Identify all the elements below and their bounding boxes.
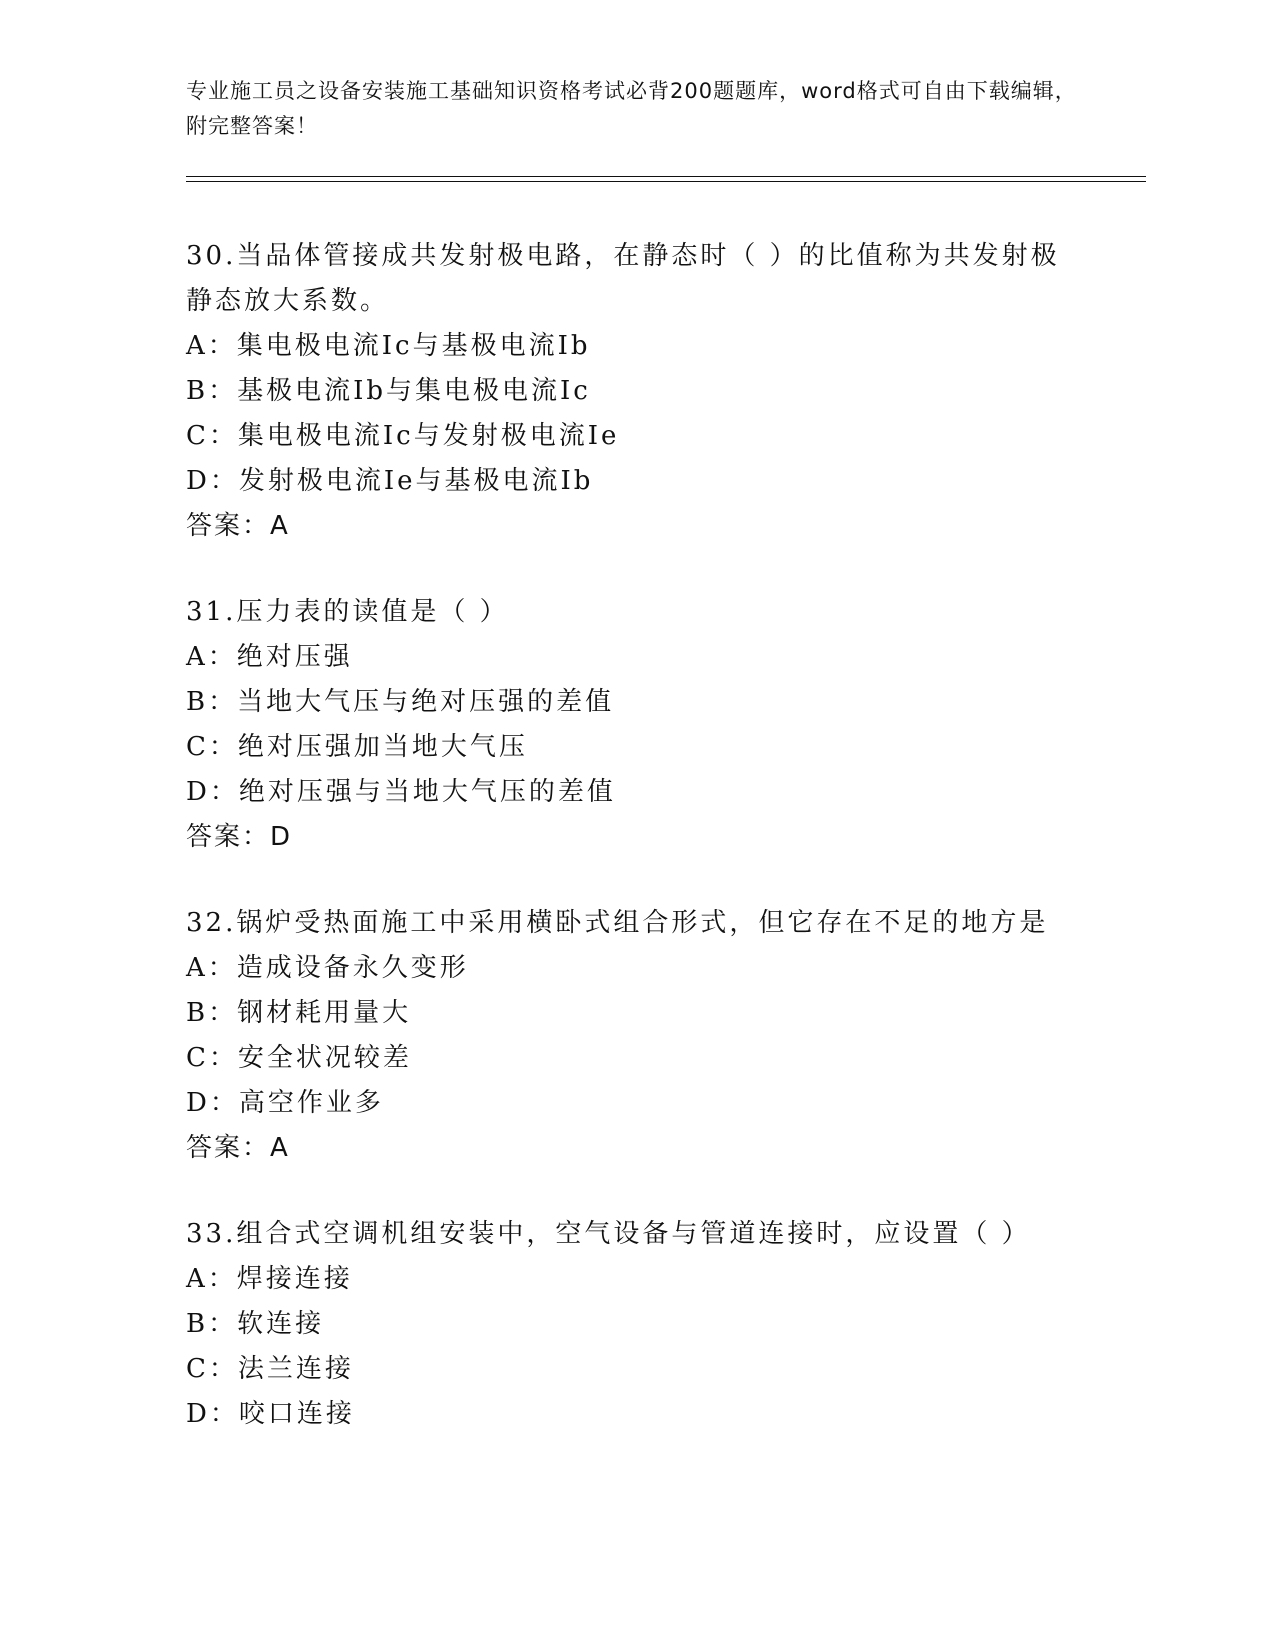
question-stem: 31.压力表的读值是（ ）: [186, 597, 509, 627]
header-divider-bottom: [186, 181, 1146, 182]
answer-label: 答案：A: [186, 1133, 290, 1163]
question-list: [186, 234, 1086, 1478]
option-b: B：当地大气压与绝对压强的差值: [186, 687, 615, 717]
header-divider-top: [186, 176, 1146, 177]
option-d: D：绝对压强与当地大气压的差值: [186, 777, 616, 807]
option-d: D：发射极电流Ie与基极电流Ib: [186, 466, 594, 496]
question-stem: 30.当品体管接成共发射极电路，在静态时（ ）的比值称为共发射极静态放大系数。: [186, 241, 1060, 316]
question-stem: 32.锅炉受热面施工中采用横卧式组合形式，但它存在不足的地方是: [186, 908, 1049, 938]
option-c: C：安全状况较差: [186, 1043, 412, 1073]
option-d: D：高空作业多: [186, 1088, 384, 1118]
option-a: A：焊接连接: [186, 1264, 353, 1294]
option-a: A：造成设备永久变形: [186, 953, 469, 983]
option-b: B：基极电流Ib与集电极电流Ic: [186, 376, 591, 406]
option-c: C：绝对压强加当地大气压: [186, 732, 528, 762]
option-b: B：软连接: [186, 1309, 325, 1339]
document-header: 专业施工员之设备安装施工基础知识资格考试必背200题题库，word格式可自由下载编辑，附完整答案！: [186, 79, 1077, 138]
option-c: C：集电极电流Ic与发射极电流Ie: [186, 421, 620, 451]
option-c: C：法兰连接: [186, 1354, 354, 1384]
question-33: [186, 1212, 1086, 1437]
answer-label: 答案：D: [186, 822, 293, 852]
option-d: D：咬口连接: [186, 1399, 355, 1429]
option-a: A：绝对压强: [186, 642, 353, 672]
option-b: B：钢材耗用量大: [186, 998, 412, 1028]
question-32: [186, 901, 1086, 1171]
question-31: [186, 590, 1086, 860]
option-a: A：集电极电流Ic与基极电流Ib: [186, 331, 591, 361]
question-30: [186, 234, 1086, 549]
answer-label: 答案：A: [186, 511, 290, 541]
question-stem: 33.组合式空调机组安装中，空气设备与管道连接时，应设置（ ）: [186, 1219, 1031, 1249]
